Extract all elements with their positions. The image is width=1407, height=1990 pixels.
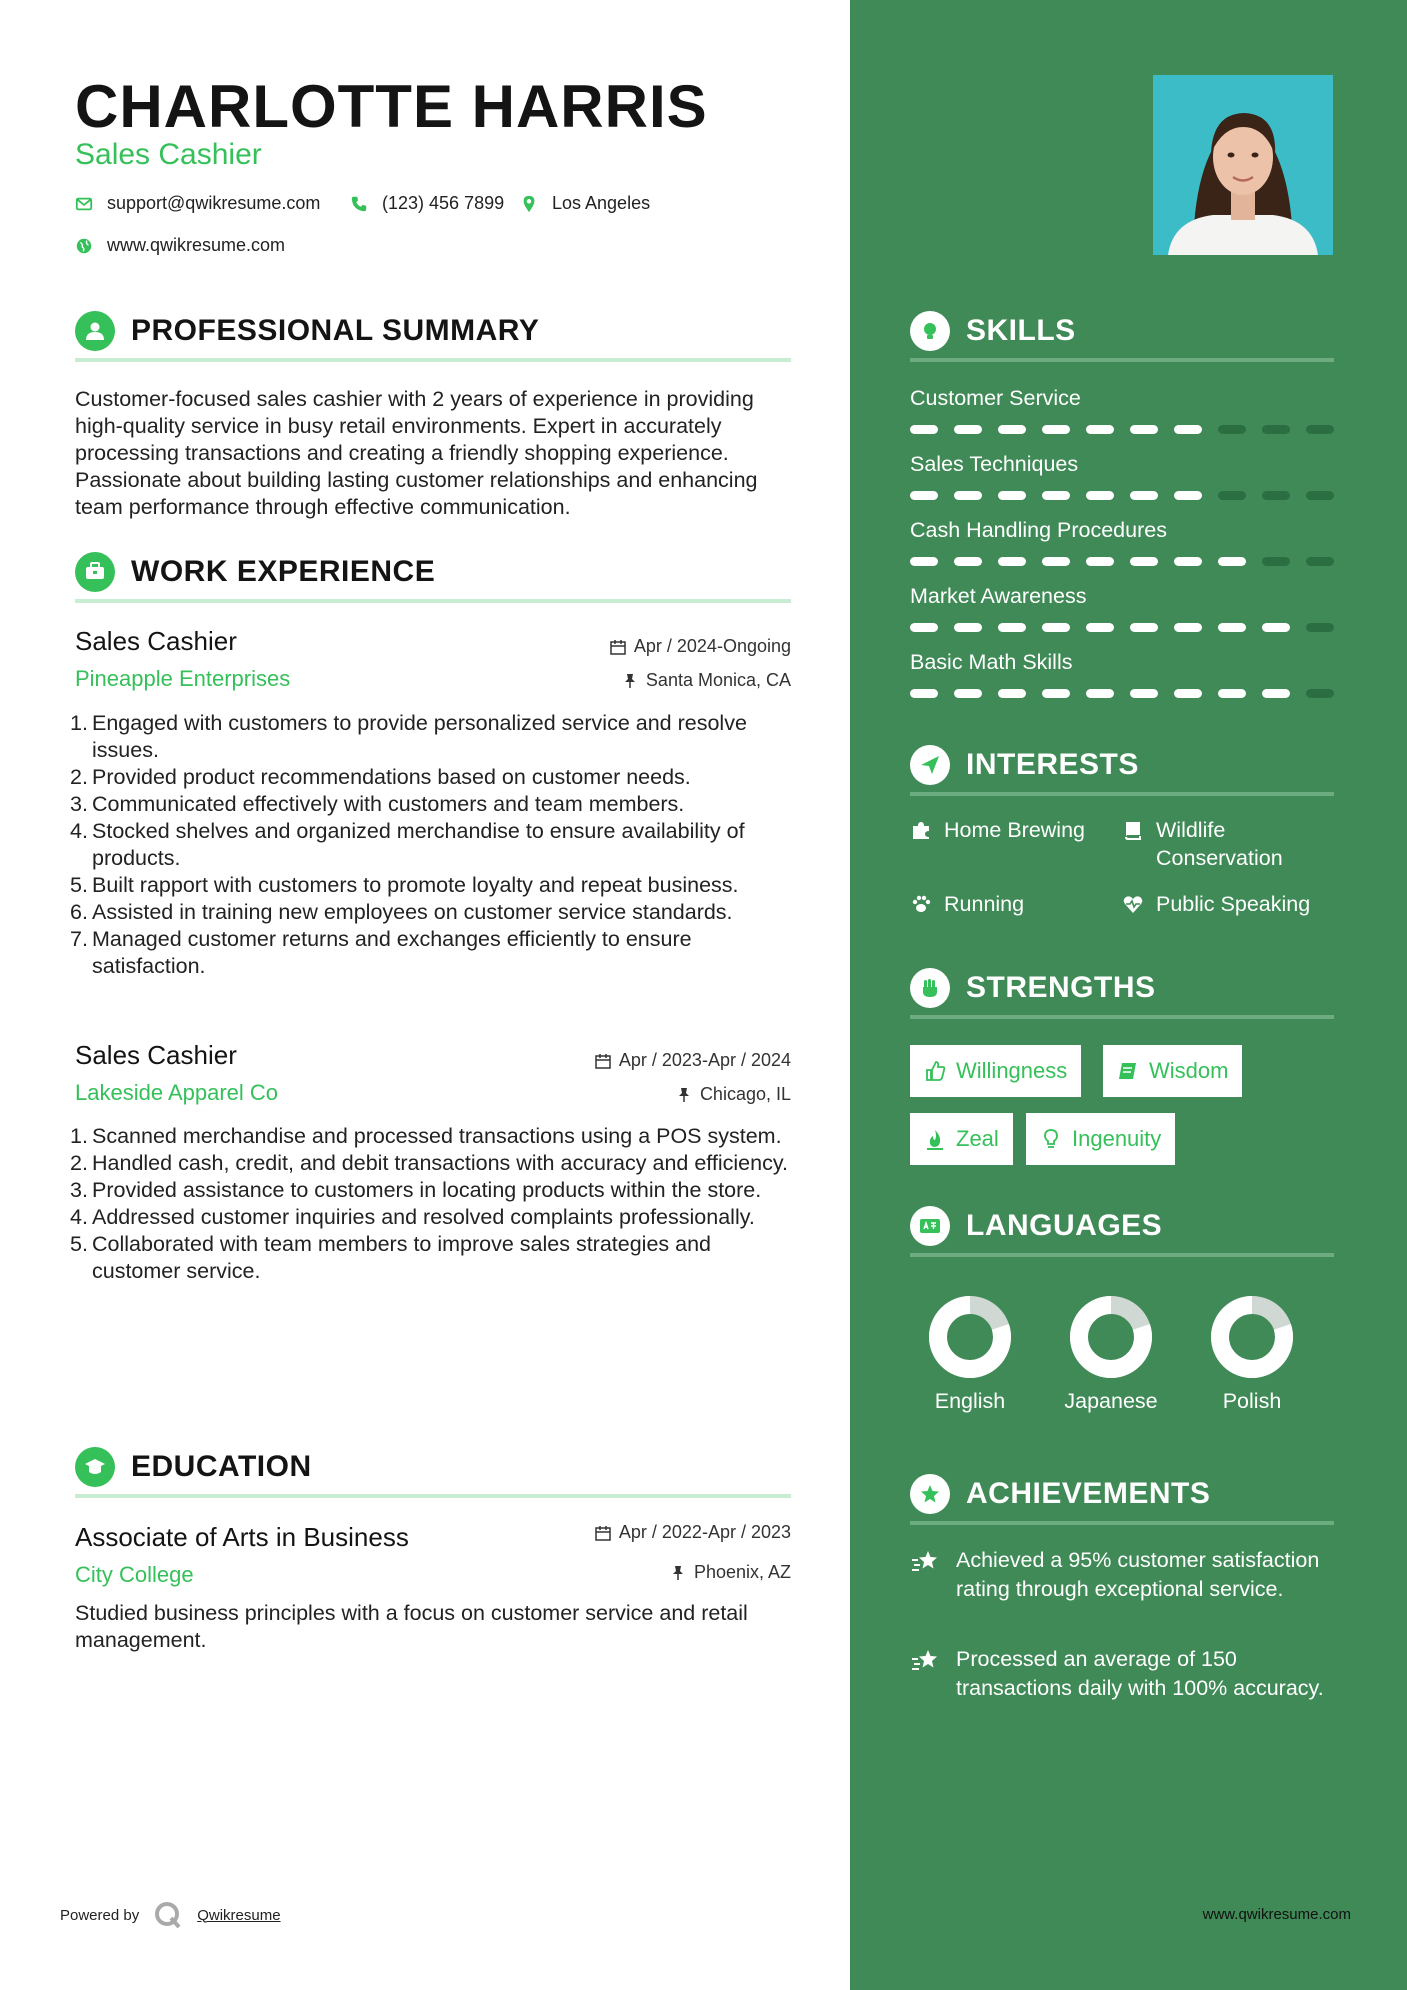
experience-heading: WORK EXPERIENCE bbox=[131, 555, 436, 588]
skill-dash-filled bbox=[954, 689, 982, 698]
education-description: Studied business principles with a focus on customer service and retail management. bbox=[75, 1601, 748, 1652]
globe-icon bbox=[75, 237, 93, 255]
paper-plane-icon bbox=[910, 745, 950, 785]
skill-dash-filled bbox=[1218, 557, 1246, 566]
skill-dash-empty bbox=[1262, 491, 1290, 500]
skill-dash-filled bbox=[1174, 557, 1202, 566]
job-2-location-text: Chicago, IL bbox=[699, 1084, 791, 1104]
job-2-dates-text: Apr / 2023-Apr / 2024 bbox=[618, 1050, 791, 1070]
job-2-bullets bbox=[70, 1123, 800, 1285]
puzzle-icon bbox=[910, 819, 932, 841]
education-heading: EDUCATION bbox=[131, 1450, 312, 1483]
skill-dash-empty bbox=[1306, 491, 1334, 500]
strengths-heading: STRENGTHS bbox=[966, 971, 1156, 1004]
skill-dash-filled bbox=[1218, 689, 1246, 698]
education-location bbox=[670, 1562, 791, 1583]
shooting-star-icon bbox=[910, 1548, 942, 1576]
envelope-icon bbox=[75, 195, 93, 213]
job-2-location bbox=[676, 1084, 791, 1105]
skill-dash-filled bbox=[1086, 623, 1114, 632]
list-item: 1. Scanned merchandise and processed transactions using a POS system. bbox=[70, 1124, 782, 1148]
skill-dash-empty bbox=[1262, 425, 1290, 434]
languages-heading: LANGUAGES bbox=[966, 1209, 1163, 1242]
pushpin-icon bbox=[622, 673, 638, 689]
candidate-title: Sales Cashier bbox=[75, 138, 262, 171]
list-item: 3. Communicated effectively with customers and team members. bbox=[70, 792, 685, 816]
skill-dash-filled bbox=[1042, 689, 1070, 698]
skill-level-bar bbox=[910, 689, 1334, 698]
skill-dash-empty bbox=[1306, 425, 1334, 434]
education-section-header bbox=[75, 1446, 791, 1498]
skill-dash-filled bbox=[1130, 557, 1158, 566]
skill-name: Basic Math Skills bbox=[910, 650, 1073, 674]
language-item: Japanese bbox=[1041, 1295, 1181, 1414]
skill-dash-filled bbox=[998, 689, 1026, 698]
skill-dash-filled bbox=[998, 623, 1026, 632]
skill-dash-empty bbox=[1218, 491, 1246, 500]
skill-dash-filled bbox=[1130, 689, 1158, 698]
languages-section-header bbox=[910, 1205, 1334, 1257]
job-1-dates-text: Apr / 2024-Ongoing bbox=[633, 636, 791, 656]
list-item: 2. Provided product recommendations based on customer needs. bbox=[70, 765, 691, 789]
list-item: 7. Managed customer returns and exchanges efficiently to ensure satisfaction. bbox=[70, 927, 692, 978]
skill-level-bar bbox=[910, 425, 1334, 434]
strength-badge: Willingness bbox=[910, 1045, 1081, 1097]
skill-name: Customer Service bbox=[910, 386, 1081, 410]
skills-section-header bbox=[910, 310, 1334, 362]
contact-email[interactable] bbox=[75, 193, 320, 214]
achievement-item: Processed an average of 150 transactions daily with 100% accuracy. bbox=[910, 1645, 1334, 1703]
language-donut bbox=[1069, 1295, 1153, 1379]
summary-text: Customer-focused sales cashier with 2 years of experience in providing high-quality service in busy retail environments. Expert in accurately processing transactions and creating a friendly shopping experience. Passionate about building lasting customer relationships and enhancing team performance through effective communication. bbox=[75, 387, 758, 519]
skill-dash-filled bbox=[954, 425, 982, 434]
job-1-company: Pineapple Enterprises bbox=[75, 666, 291, 691]
skill-dash-filled bbox=[910, 689, 938, 698]
trophy-star-icon bbox=[910, 1474, 950, 1514]
skill-dash-filled bbox=[1086, 491, 1114, 500]
list-item: 3. Provided assistance to customers in locating products within the store. bbox=[70, 1178, 762, 1202]
phone-text: (123) 456 7899 bbox=[382, 193, 505, 213]
interests-heading: INTERESTS bbox=[966, 748, 1139, 781]
skill-dash-empty bbox=[1306, 557, 1334, 566]
strength-badge: Ingenuity bbox=[1026, 1113, 1175, 1165]
skill-dash-empty bbox=[1218, 425, 1246, 434]
profile-photo bbox=[1153, 75, 1333, 255]
footer-website[interactable]: www.qwikresume.com bbox=[1202, 1906, 1351, 1923]
skill-dash-filled bbox=[954, 623, 982, 632]
interests-section-header bbox=[910, 744, 1334, 796]
skill-dash-filled bbox=[1130, 425, 1158, 434]
map-pin-icon bbox=[520, 195, 538, 213]
candidate-name: CHARLOTTE HARRIS bbox=[75, 73, 708, 140]
paw-icon bbox=[910, 893, 932, 915]
skill-dash-filled bbox=[910, 491, 938, 500]
skill-dash-filled bbox=[954, 491, 982, 500]
job-2-title: Sales Cashier bbox=[75, 1040, 237, 1070]
language-item: English bbox=[900, 1295, 1040, 1414]
calendar-icon bbox=[595, 1053, 611, 1069]
shooting-star-icon bbox=[910, 1647, 942, 1675]
interest-item: Running bbox=[910, 890, 1110, 918]
email-text: support@qwikresume.com bbox=[107, 193, 321, 213]
skill-dash-filled bbox=[1174, 491, 1202, 500]
list-item: 2. Handled cash, credit, and debit transactions with accuracy and efficiency. bbox=[70, 1151, 788, 1175]
strengths-section-header bbox=[910, 967, 1334, 1019]
job-2-dates bbox=[595, 1050, 791, 1071]
strength-badge: Wisdom bbox=[1103, 1045, 1242, 1097]
language-item: Polish bbox=[1182, 1295, 1322, 1414]
book-icon bbox=[1122, 819, 1144, 841]
skill-level-bar bbox=[910, 623, 1334, 632]
briefcase-icon bbox=[75, 552, 115, 592]
phone-icon bbox=[350, 195, 368, 213]
contact-website[interactable] bbox=[75, 235, 285, 256]
website-text: www.qwikresume.com bbox=[107, 235, 286, 255]
location-text: Los Angeles bbox=[552, 193, 651, 213]
skill-dash-empty bbox=[1262, 557, 1290, 566]
heartbeat-icon bbox=[1122, 893, 1144, 915]
contact-location bbox=[520, 193, 650, 214]
achievements-section-header bbox=[910, 1473, 1334, 1525]
education-dates-text: Apr / 2022-Apr / 2023 bbox=[618, 1522, 791, 1542]
list-item: 4. Addressed customer inquiries and resolved complaints professionally. bbox=[70, 1205, 755, 1229]
skill-dash-empty bbox=[1306, 689, 1334, 698]
contact-phone[interactable] bbox=[350, 193, 504, 214]
list-item: 5. Collaborated with team members to improve sales strategies and customer service. bbox=[70, 1232, 712, 1283]
education-degree: Associate of Arts in Business bbox=[75, 1522, 409, 1552]
achievement-item: Achieved a 95% customer satisfaction rating through exceptional service. bbox=[910, 1546, 1334, 1604]
skill-dash-filled bbox=[998, 491, 1026, 500]
education-dates bbox=[595, 1522, 791, 1543]
skill-dash-filled bbox=[1130, 623, 1158, 632]
skill-name: Cash Handling Procedures bbox=[910, 518, 1167, 542]
footer-powered-by bbox=[60, 1900, 281, 1930]
job-1-location-text: Santa Monica, CA bbox=[645, 670, 791, 690]
skill-dash-filled bbox=[1130, 491, 1158, 500]
skill-dash-filled bbox=[998, 557, 1026, 566]
skill-dash-filled bbox=[1174, 425, 1202, 434]
job-2-company: Lakeside Apparel Co bbox=[75, 1080, 279, 1105]
interest-item: Public Speaking bbox=[1122, 890, 1342, 918]
skill-dash-filled bbox=[1174, 623, 1202, 632]
skill-dash-filled bbox=[954, 557, 982, 566]
skill-dash-filled bbox=[1086, 557, 1114, 566]
powered-by-label: Powered by bbox=[60, 1906, 140, 1924]
language-donut bbox=[928, 1295, 1012, 1379]
skill-dash-filled bbox=[1262, 623, 1290, 632]
pushpin-icon bbox=[676, 1087, 692, 1103]
language-icon bbox=[910, 1206, 950, 1246]
lightbulb-icon bbox=[910, 311, 950, 351]
summary-heading: PROFESSIONAL SUMMARY bbox=[131, 314, 540, 347]
skill-dash-filled bbox=[1042, 425, 1070, 434]
strength-badge: Zeal bbox=[910, 1113, 1013, 1165]
lightbulb-icon bbox=[1040, 1128, 1062, 1150]
achievements-heading: ACHIEVEMENTS bbox=[966, 1477, 1211, 1510]
skill-level-bar bbox=[910, 491, 1334, 500]
qwikresume-logo-icon bbox=[153, 1900, 183, 1930]
calendar-icon bbox=[595, 1525, 611, 1541]
skill-dash-filled bbox=[1086, 425, 1114, 434]
thumbs-up-icon bbox=[924, 1060, 946, 1082]
skill-dash-filled bbox=[1086, 689, 1114, 698]
skill-name: Sales Techniques bbox=[910, 452, 1079, 476]
skill-dash-filled bbox=[910, 425, 938, 434]
language-donut bbox=[1210, 1295, 1294, 1379]
experience-section-header bbox=[75, 551, 791, 603]
fire-icon bbox=[924, 1128, 946, 1150]
calendar-icon bbox=[610, 639, 626, 655]
list-item: 1. Engaged with customers to provide personalized service and resolve issues. bbox=[70, 711, 747, 762]
education-location-text: Phoenix, AZ bbox=[693, 1562, 791, 1582]
pushpin-icon bbox=[670, 1565, 686, 1581]
list-item: 5. Built rapport with customers to promote loyalty and repeat business. bbox=[70, 873, 739, 897]
job-1-location bbox=[622, 670, 791, 691]
list-item: 6. Assisted in training new employees on customer service standards. bbox=[70, 900, 733, 924]
fist-icon bbox=[910, 968, 950, 1008]
skill-dash-filled bbox=[1218, 623, 1246, 632]
job-1-dates bbox=[610, 636, 791, 657]
skill-dash-filled bbox=[1042, 557, 1070, 566]
skill-dash-filled bbox=[1174, 689, 1202, 698]
list-item: 4. Stocked shelves and organized merchandise to ensure availability of products. bbox=[70, 819, 745, 870]
summary-section-header bbox=[75, 310, 791, 362]
user-icon bbox=[75, 311, 115, 351]
skill-level-bar bbox=[910, 557, 1334, 566]
education-school: City College bbox=[75, 1562, 194, 1587]
skills-heading: SKILLS bbox=[966, 314, 1076, 347]
skill-dash-filled bbox=[910, 557, 938, 566]
job-1-bullets bbox=[70, 710, 800, 980]
skill-dash-empty bbox=[1306, 623, 1334, 632]
skill-dash-filled bbox=[998, 425, 1026, 434]
skill-dash-filled bbox=[1042, 491, 1070, 500]
interest-item: Home Brewing bbox=[910, 816, 1110, 844]
skill-dash-filled bbox=[1042, 623, 1070, 632]
book-icon bbox=[1117, 1060, 1139, 1082]
interest-item: Wildlife Conservation bbox=[1122, 816, 1332, 872]
skill-dash-filled bbox=[1262, 689, 1290, 698]
skill-dash-filled bbox=[910, 623, 938, 632]
skill-name: Market Awareness bbox=[910, 584, 1087, 608]
graduation-icon bbox=[75, 1447, 115, 1487]
job-1-title: Sales Cashier bbox=[75, 626, 237, 656]
brand-link[interactable]: Qwikresume bbox=[197, 1906, 281, 1924]
